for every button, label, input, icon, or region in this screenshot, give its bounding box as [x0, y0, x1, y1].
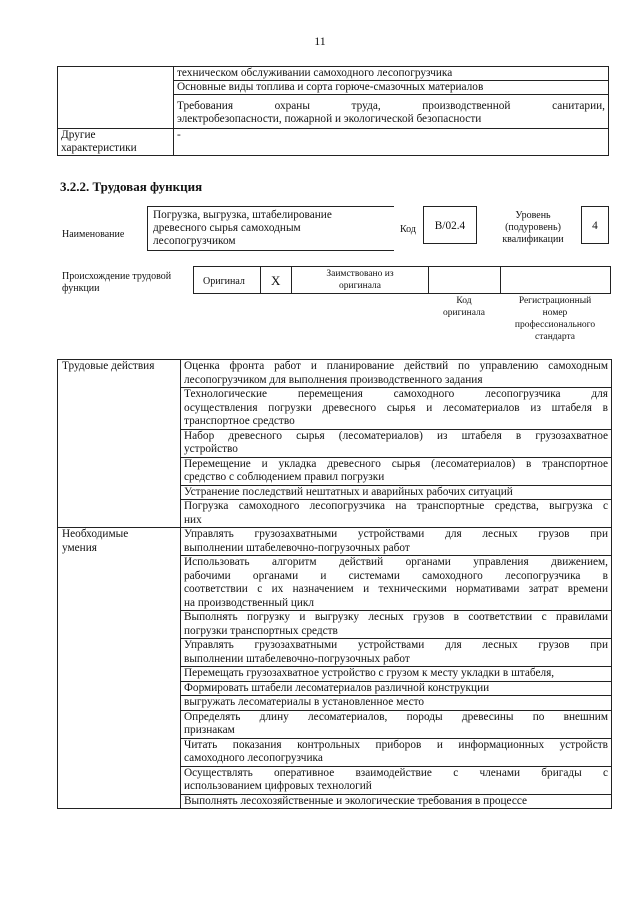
table-cell: Основные виды топлива и сорта горюче-смазочных материалов: [174, 81, 609, 95]
labor-action-item: Набор древесного сырья (лесоматериалов) из штабеля в грузозахватное устройство: [181, 429, 612, 457]
divider: [260, 266, 261, 294]
table-cell: техническом обслуживании самоходного лесопогрузчика: [174, 67, 609, 81]
labor-action-item: Перемещение и укладка древесного сырья (лесоматериалов) в транспортное средство с соблюдением правил погрузки: [181, 457, 612, 485]
skill-item: выгружать лесоматериалы в установленное место: [181, 696, 612, 711]
table-row: [58, 528, 612, 556]
labor-action-item: Погрузка самоходного лесопогрузчика на транспортные средства, выгрузка с них: [181, 500, 612, 528]
labor-action-item: Технологические перемещения самоходного лесопогрузчика для осуществления погрузки древесного сырья и лесоматериалов из штабеля в транспортное средство: [181, 388, 612, 430]
code-label: Код: [400, 224, 416, 235]
original-label: Оригинал: [203, 276, 245, 287]
name-label: Наименование: [62, 229, 125, 240]
divider: [428, 266, 429, 294]
skill-label: Необходимые умения: [58, 528, 181, 809]
skill-item: Выполнять лесохозяйственные и экологические требования в процессе: [181, 794, 612, 809]
borrowed-label: Заимствовано из оригинала: [326, 269, 394, 291]
table-row: [58, 67, 609, 81]
level-label: Уровень (подуровень) квалификации: [502, 210, 564, 245]
divider: [291, 266, 292, 294]
level-value: 4: [581, 206, 609, 244]
origin-label: Происхождение трудовой функции: [62, 271, 172, 294]
table-row: [58, 360, 612, 388]
skill-item: Управлять грузозахватными устройствами для лесных грузов при выполнении штабелевочно-погрузочных работ: [181, 639, 612, 667]
labor-action-item: Оценка фронта работ и планирование действий по управлению самоходным лесопогрузчиком для выполнения производственного задания: [181, 360, 612, 388]
skill-item: Определять длину лесоматериалов, породы древесины по внешним признакам: [181, 710, 612, 738]
skill-item: Читать показания контрольных приборов и информационных устройств самоходного лесопогрузчика: [181, 738, 612, 766]
skill-item: Осуществлять оперативное взаимодействие с членами бригады с использованием цифровых технологий: [181, 766, 612, 794]
table-cell: Требования охраны труда, производственной санитарии, электробезопасности, пожарной и экологической безопасности: [174, 95, 609, 129]
labor-function-table: [57, 359, 612, 809]
page-number: 11: [314, 34, 326, 48]
code-original-label: Код оригинала: [443, 296, 485, 318]
original-mark: X: [271, 273, 281, 288]
labor-action-label: Трудовые действия: [58, 360, 181, 528]
divider: [500, 266, 501, 294]
labor-action-item: Устранение последствий нештатных и аварийных рабочих ситуаций: [181, 485, 612, 500]
reg-number-label: Регистрационный номер профессионального стандарта: [514, 296, 596, 342]
other-label: Другие характеристики: [58, 129, 174, 156]
skill-item: Управлять грузозахватными устройствами для лесных грузов при выполнении штабелевочно-погрузочных работ: [181, 528, 612, 556]
section-title: 3.2.2. Трудовая функция: [60, 179, 203, 194]
skill-item: Использовать алгоритм действий органами управления движением, рабочими органами и системами самоходного лесопогрузчика в соответствии с их назначением и техническими нормативами затрат времени на производственный цикл: [181, 556, 612, 611]
other-value: -: [174, 129, 609, 156]
name-value: Погрузка, выгрузка, штабелирование древесного сырья самоходным лесопогрузчиком: [147, 206, 394, 251]
characteristics-table: [57, 66, 609, 156]
table-row: [58, 129, 609, 156]
skill-item: Формировать штабели лесоматериалов различной конструкции: [181, 681, 612, 696]
skill-item: Перемещать грузозахватное устройство с грузом к месту укладки в штабеля,: [181, 667, 612, 682]
code-value: B/02.4: [423, 206, 477, 244]
empty-label-cell: [58, 67, 174, 129]
skill-item: Выполнять погрузку и выгрузку лесных грузов в соответствии с правилами погрузки транспортных средств: [181, 611, 612, 639]
